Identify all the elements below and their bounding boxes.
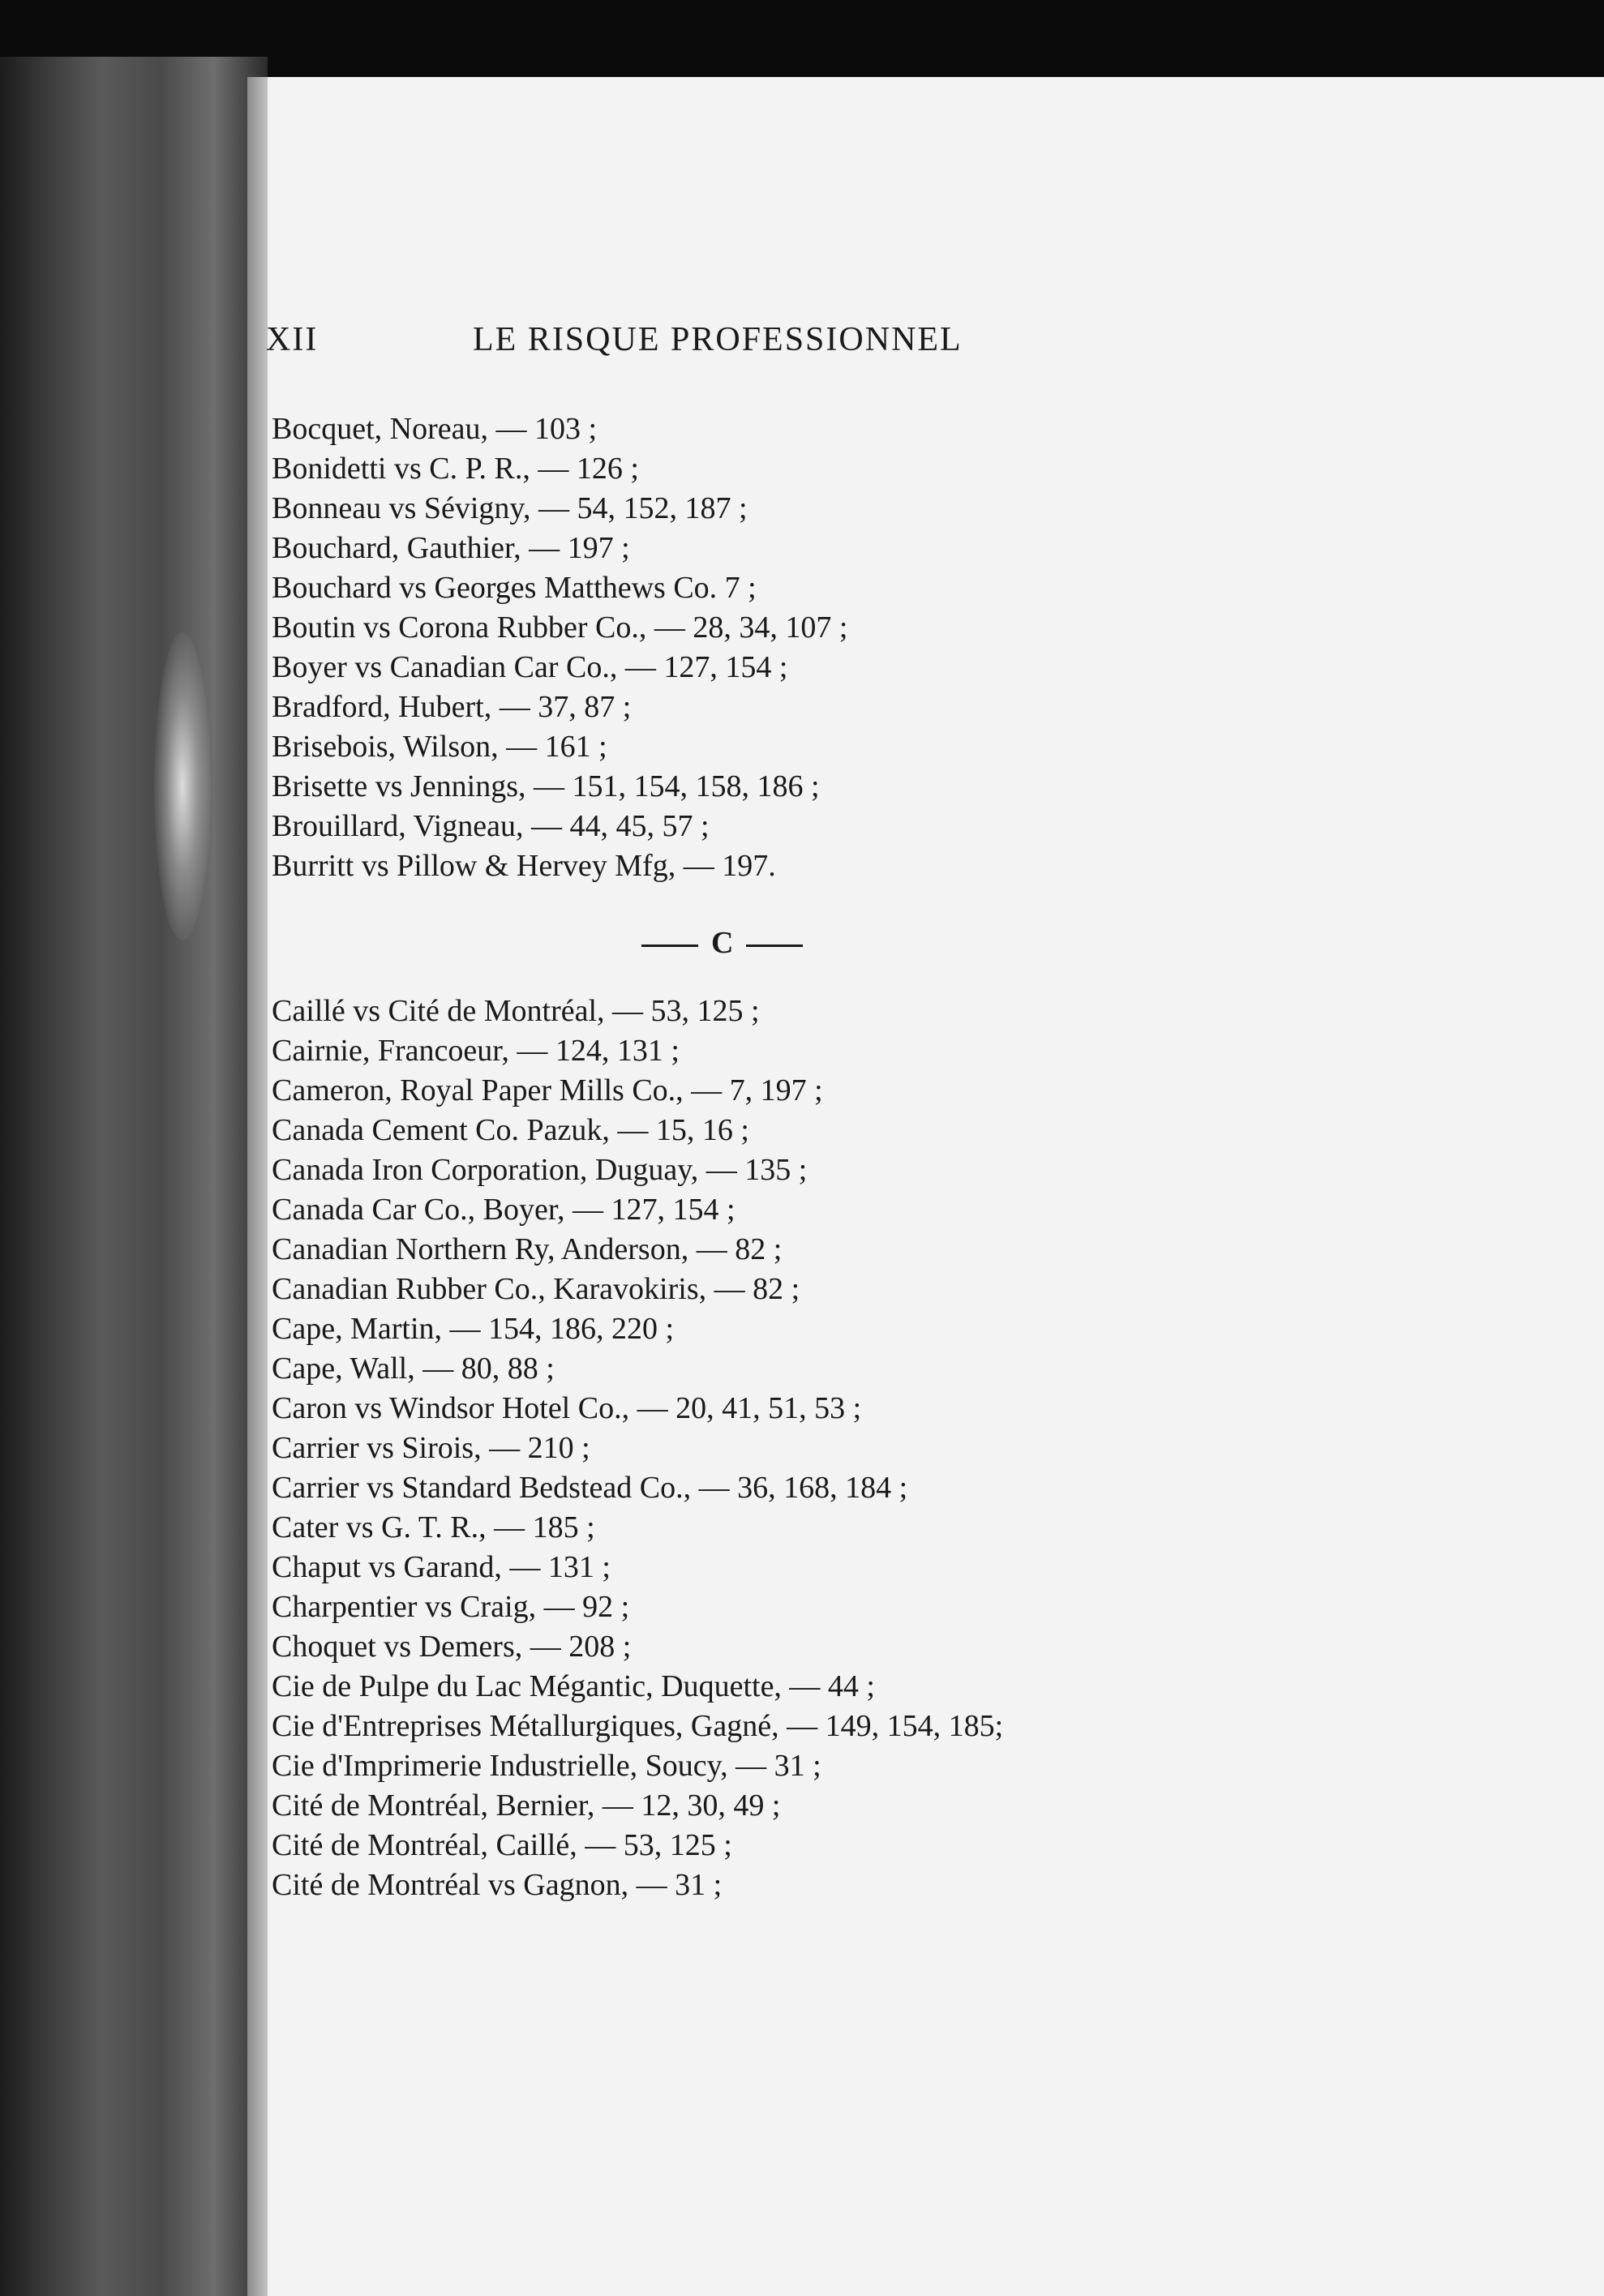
index-entry: Cairnie, Francoeur, — 124, 131 ;	[272, 1034, 680, 1068]
index-entry: Cape, Wall, — 80, 88 ;	[272, 1351, 555, 1386]
running-title: LE RISQUE PROFESSIONNEL	[473, 321, 963, 358]
index-section-c	[272, 992, 1431, 1905]
index-entry: Cie d'Entreprises Métallurgiques, Gagné, — 149, 154, 185;	[272, 1709, 1004, 1743]
index-entry: Bouchard vs Georges Matthews Co. 7 ;	[272, 571, 757, 605]
index-entry: Cape, Martin, — 154, 186, 220 ;	[272, 1312, 675, 1346]
index-entry: Cameron, Royal Paper Mills Co., — 7, 197 ;	[272, 1073, 823, 1107]
spine-reflection	[154, 632, 211, 940]
index-entry: Burritt vs Pillow & Hervey Mfg, — 197.	[272, 849, 776, 883]
page-header	[266, 320, 1020, 369]
page-number: XII	[266, 321, 319, 358]
index-entry: Cater vs G. T. R., — 185 ;	[272, 1510, 595, 1544]
index-entry: Choquet vs Demers, — 208 ;	[272, 1630, 632, 1664]
index-section-b	[272, 409, 1431, 886]
index-entry: Carrier vs Standard Bedstead Co., — 36, 168, 184 ;	[272, 1471, 908, 1505]
book-spine	[0, 57, 268, 2296]
index-entry: Canadian Northern Ry, Anderson, — 82 ;	[272, 1232, 783, 1266]
index-entry: Bouchard, Gauthier, — 197 ;	[272, 531, 630, 565]
index-entry: Canada Car Co., Boyer, — 127, 154 ;	[272, 1193, 736, 1227]
heading-rule-left	[641, 945, 698, 947]
index-entry: Bradford, Hubert, — 37, 87 ;	[272, 690, 632, 724]
section-letter: C	[711, 926, 734, 960]
index-entry: Cité de Montréal vs Gagnon, — 31 ;	[272, 1868, 723, 1902]
index-entry: Boutin vs Corona Rubber Co., — 28, 34, 107 ;	[272, 610, 848, 645]
index-entry: Boyer vs Canadian Car Co., — 127, 154 ;	[272, 650, 788, 684]
index-entry: Cité de Montréal, Caillé, — 53, 125 ;	[272, 1828, 732, 1862]
section-heading-c	[272, 894, 1431, 992]
index-entry: Bonneau vs Sévigny, — 54, 152, 187 ;	[272, 491, 748, 525]
index-entry: Cité de Montréal, Bernier, — 12, 30, 49 ;	[272, 1788, 781, 1823]
index-entry: Canada Cement Co. Pazuk, — 15, 16 ;	[272, 1113, 749, 1147]
index-entry: Bonidetti vs C. P. R., — 126 ;	[272, 452, 639, 486]
index-entry: Brouillard, Vigneau, — 44, 45, 57 ;	[272, 809, 710, 843]
index-entry: Cie d'Imprimerie Industrielle, Soucy, — 31 ;	[272, 1749, 821, 1783]
heading-rule-right	[746, 945, 803, 947]
index-entry: Charpentier vs Craig, — 92 ;	[272, 1590, 630, 1624]
index-entry: Caillé vs Cité de Montréal, — 53, 125 ;	[272, 994, 760, 1028]
index-entry: Chaput vs Garand, — 131 ;	[272, 1550, 611, 1584]
index-entry: Canada Iron Corporation, Duguay, — 135 ;	[272, 1153, 808, 1187]
index-entry: Bocquet, Noreau, — 103 ;	[272, 412, 598, 446]
index-entry: Brisebois, Wilson, — 161 ;	[272, 730, 607, 764]
index-entry: Carrier vs Sirois, — 210 ;	[272, 1431, 590, 1465]
index-entry: Brisette vs Jennings, — 151, 154, 158, 186 ;	[272, 769, 820, 803]
index-entry: Caron vs Windsor Hotel Co., — 20, 41, 51, 53 ;	[272, 1391, 862, 1425]
index-entry: Cie de Pulpe du Lac Mégantic, Duquette, — 44 ;	[272, 1669, 875, 1703]
index-entries	[272, 409, 1431, 1905]
index-entry: Canadian Rubber Co., Karavokiris, — 82 ;	[272, 1272, 800, 1306]
